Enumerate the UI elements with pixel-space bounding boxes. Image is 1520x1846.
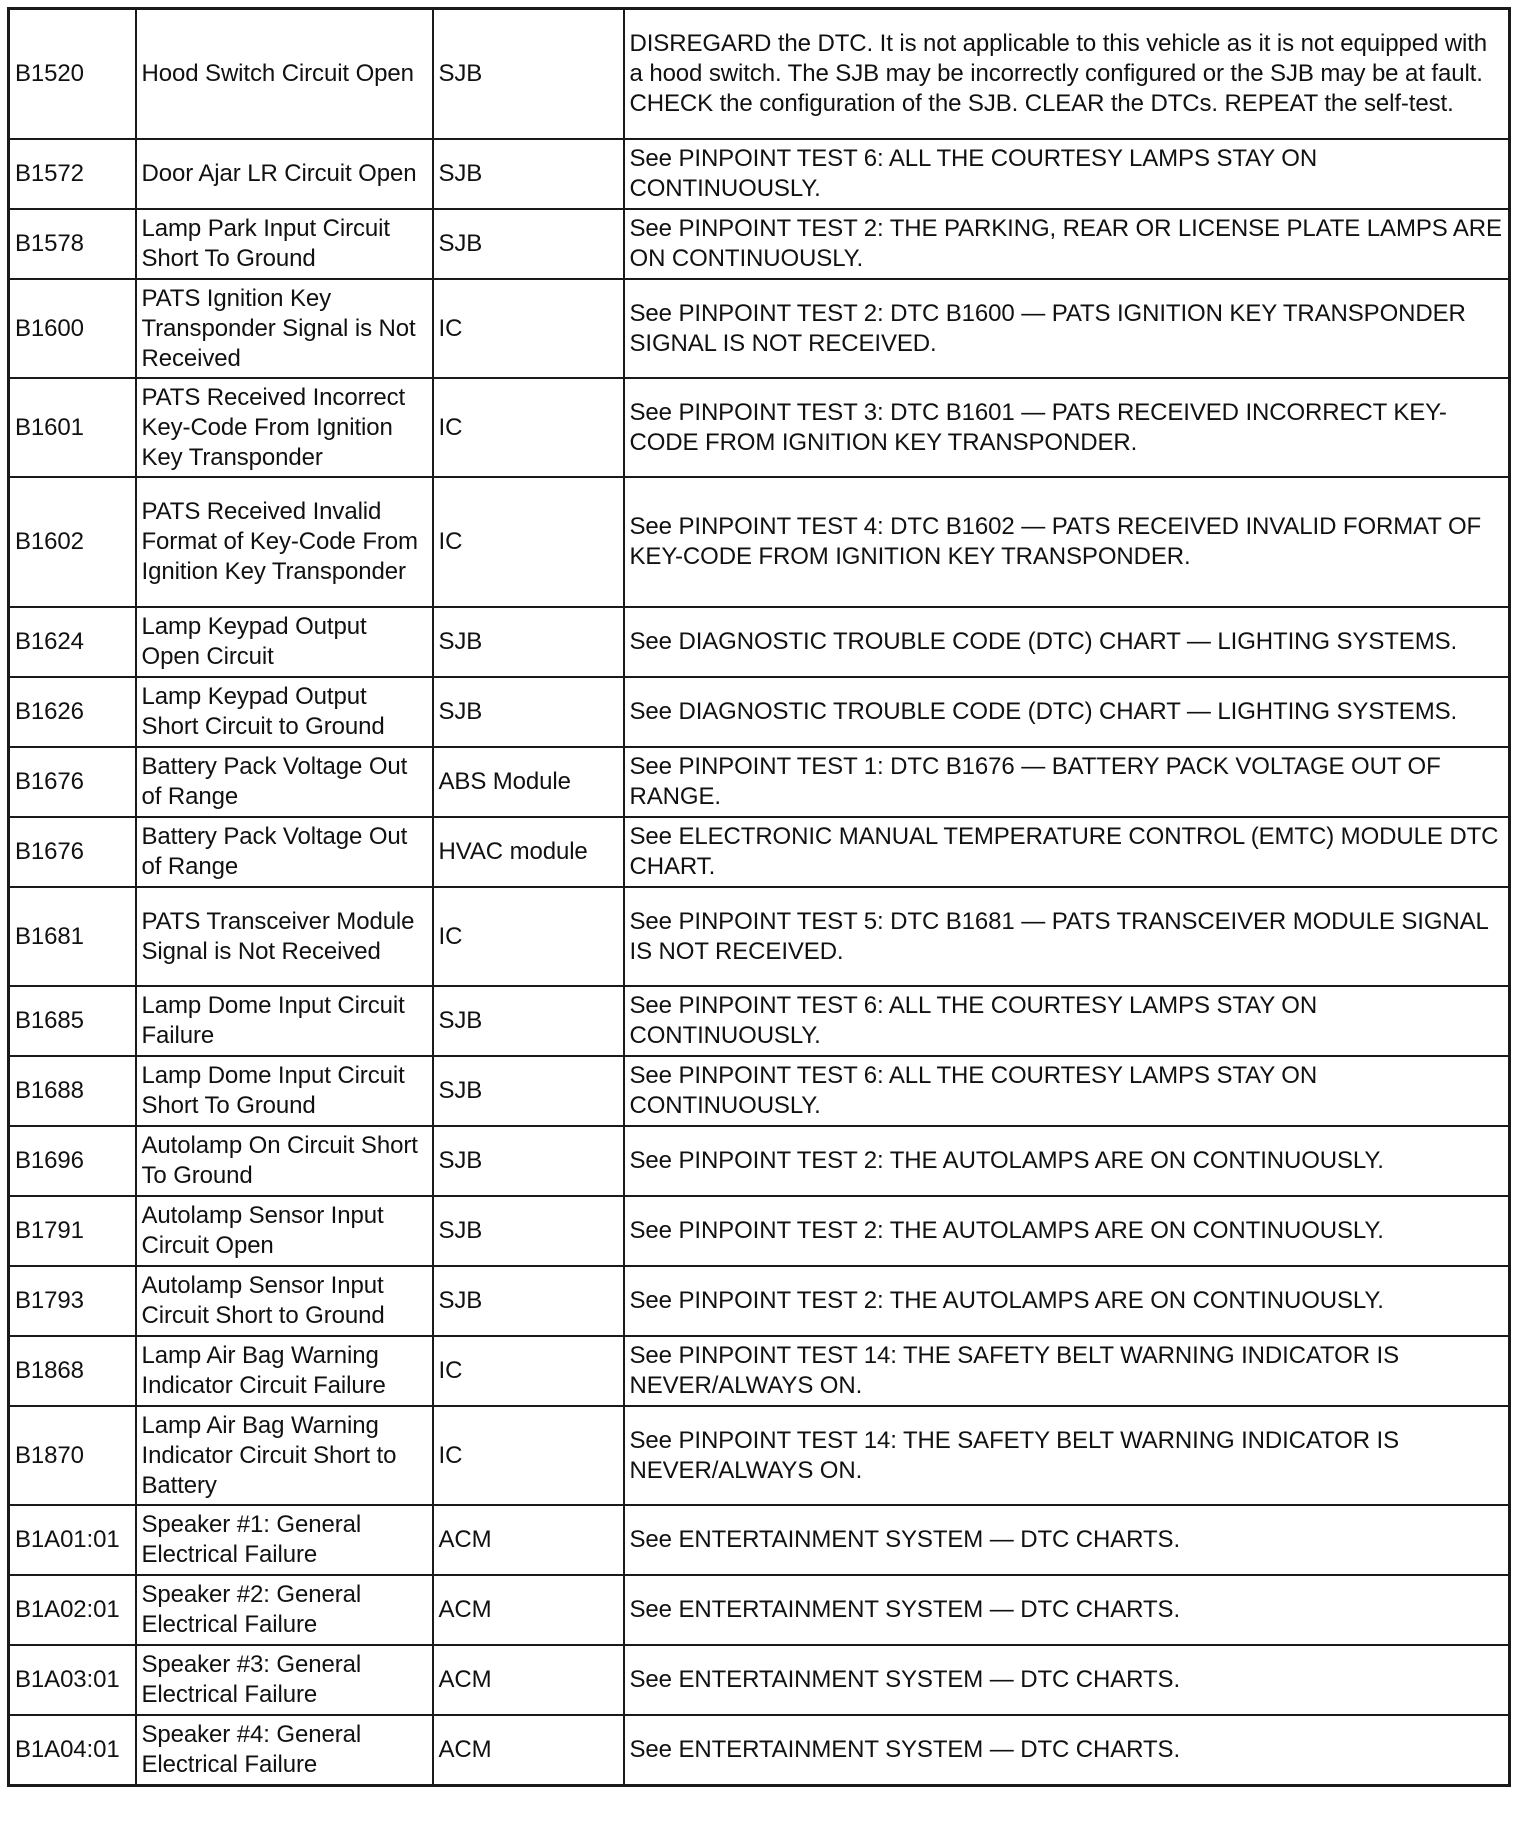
dtc-code-cell: B1600	[9, 279, 136, 378]
action-cell: See PINPOINT TEST 6: ALL THE COURTESY LAMPS STAY ON CONTINUOUSLY.	[624, 1056, 1510, 1126]
dtc-code-cell: B1870	[9, 1406, 136, 1505]
dtc-description-cell: Speaker #1: General Electrical Failure	[136, 1505, 433, 1575]
dtc-code-cell: B1626	[9, 677, 136, 747]
table-row	[9, 1505, 1510, 1575]
action-cell: See PINPOINT TEST 2: DTC B1600 — PATS IGNITION KEY TRANSPONDER SIGNAL IS NOT RECEIVED.	[624, 279, 1510, 378]
dtc-code-cell: B1676	[9, 747, 136, 817]
action-cell: See ELECTRONIC MANUAL TEMPERATURE CONTROL (EMTC) MODULE DTC CHART.	[624, 817, 1510, 887]
dtc-code-cell: B1791	[9, 1196, 136, 1266]
dtc-code-cell: B1A04:01	[9, 1715, 136, 1786]
table-row	[9, 279, 1510, 378]
module-cell: ACM	[433, 1645, 624, 1715]
action-cell: See PINPOINT TEST 6: ALL THE COURTESY LAMPS STAY ON CONTINUOUSLY.	[624, 986, 1510, 1056]
table-row	[9, 1266, 1510, 1336]
dtc-description-cell: Speaker #4: General Electrical Failure	[136, 1715, 433, 1786]
table-row	[9, 1056, 1510, 1126]
dtc-code-cell: B1A02:01	[9, 1575, 136, 1645]
module-cell: ACM	[433, 1575, 624, 1645]
action-cell: See PINPOINT TEST 1: DTC B1676 — BATTERY PACK VOLTAGE OUT OF RANGE.	[624, 747, 1510, 817]
dtc-description-cell: Lamp Keypad Output Short Circuit to Ground	[136, 677, 433, 747]
table-row	[9, 887, 1510, 986]
table-row	[9, 677, 1510, 747]
module-cell: IC	[433, 887, 624, 986]
dtc-code-cell: B1601	[9, 378, 136, 477]
action-cell: See ENTERTAINMENT SYSTEM — DTC CHARTS.	[624, 1575, 1510, 1645]
action-cell: See PINPOINT TEST 14: THE SAFETY BELT WARNING INDICATOR IS NEVER/ALWAYS ON.	[624, 1406, 1510, 1505]
action-cell: See DIAGNOSTIC TROUBLE CODE (DTC) CHART — LIGHTING SYSTEMS.	[624, 607, 1510, 677]
dtc-description-cell: Door Ajar LR Circuit Open	[136, 139, 433, 209]
dtc-code-cell: B1624	[9, 607, 136, 677]
module-cell: HVAC module	[433, 817, 624, 887]
module-cell: ACM	[433, 1715, 624, 1786]
action-cell: See ENTERTAINMENT SYSTEM — DTC CHARTS.	[624, 1715, 1510, 1786]
action-cell: See PINPOINT TEST 5: DTC B1681 — PATS TRANSCEIVER MODULE SIGNAL IS NOT RECEIVED.	[624, 887, 1510, 986]
dtc-description-cell: PATS Ignition Key Transponder Signal is Not Received	[136, 279, 433, 378]
dtc-description-cell: Lamp Air Bag Warning Indicator Circuit Short to Battery	[136, 1406, 433, 1505]
module-cell: SJB	[433, 1056, 624, 1126]
dtc-description-cell: PATS Received Incorrect Key-Code From Ignition Key Transponder	[136, 378, 433, 477]
dtc-code-cell: B1793	[9, 1266, 136, 1336]
dtc-code-cell: B1520	[9, 9, 136, 140]
dtc-code-cell: B1572	[9, 139, 136, 209]
dtc-code-cell: B1685	[9, 986, 136, 1056]
dtc-code-cell: B1681	[9, 887, 136, 986]
module-cell: SJB	[433, 607, 624, 677]
module-cell: SJB	[433, 1126, 624, 1196]
table-row	[9, 1196, 1510, 1266]
dtc-description-cell: Battery Pack Voltage Out of Range	[136, 817, 433, 887]
action-cell: See PINPOINT TEST 6: ALL THE COURTESY LAMPS STAY ON CONTINUOUSLY.	[624, 139, 1510, 209]
table-row	[9, 607, 1510, 677]
dtc-table-body	[9, 9, 1510, 1786]
dtc-code-cell: B1676	[9, 817, 136, 887]
module-cell: ACM	[433, 1505, 624, 1575]
table-row	[9, 1126, 1510, 1196]
table-row	[9, 1336, 1510, 1406]
module-cell: IC	[433, 1336, 624, 1406]
module-cell: SJB	[433, 209, 624, 279]
dtc-code-cell: B1578	[9, 209, 136, 279]
action-cell: See PINPOINT TEST 2: THE PARKING, REAR OR LICENSE PLATE LAMPS ARE ON CONTINUOUSLY.	[624, 209, 1510, 279]
module-cell: IC	[433, 378, 624, 477]
module-cell: SJB	[433, 1196, 624, 1266]
module-cell: SJB	[433, 677, 624, 747]
action-cell: See PINPOINT TEST 14: THE SAFETY BELT WARNING INDICATOR IS NEVER/ALWAYS ON.	[624, 1336, 1510, 1406]
action-cell: DISREGARD the DTC. It is not applicable to this vehicle as it is not equipped with a hood switch. The SJB may be incorrectly configured or the SJB may be at fault. CHECK the configuration of the SJB. CLEAR the DTCs. REPEAT the self-test.	[624, 9, 1510, 140]
table-row	[9, 986, 1510, 1056]
action-cell: See PINPOINT TEST 4: DTC B1602 — PATS RECEIVED INVALID FORMAT OF KEY-CODE FROM IGNITION KEY TRANSPONDER.	[624, 477, 1510, 607]
dtc-description-cell: Autolamp On Circuit Short To Ground	[136, 1126, 433, 1196]
action-cell: See ENTERTAINMENT SYSTEM — DTC CHARTS.	[624, 1505, 1510, 1575]
action-cell: See PINPOINT TEST 3: DTC B1601 — PATS RECEIVED INCORRECT KEY-CODE FROM IGNITION KEY TRANSPONDER.	[624, 378, 1510, 477]
dtc-table	[7, 7, 1511, 1787]
table-row	[9, 477, 1510, 607]
table-row	[9, 139, 1510, 209]
action-cell: See PINPOINT TEST 2: THE AUTOLAMPS ARE ON CONTINUOUSLY.	[624, 1126, 1510, 1196]
dtc-description-cell: Lamp Keypad Output Open Circuit	[136, 607, 433, 677]
table-row	[9, 817, 1510, 887]
dtc-code-cell: B1A03:01	[9, 1645, 136, 1715]
module-cell: SJB	[433, 139, 624, 209]
dtc-code-cell: B1688	[9, 1056, 136, 1126]
dtc-description-cell: Speaker #2: General Electrical Failure	[136, 1575, 433, 1645]
table-row	[9, 9, 1510, 140]
table-row	[9, 747, 1510, 817]
dtc-description-cell: Lamp Park Input Circuit Short To Ground	[136, 209, 433, 279]
module-cell: ABS Module	[433, 747, 624, 817]
module-cell: IC	[433, 1406, 624, 1505]
dtc-code-cell: B1A01:01	[9, 1505, 136, 1575]
table-row	[9, 1575, 1510, 1645]
dtc-description-cell: Hood Switch Circuit Open	[136, 9, 433, 140]
dtc-description-cell: Autolamp Sensor Input Circuit Short to Ground	[136, 1266, 433, 1336]
action-cell: See PINPOINT TEST 2: THE AUTOLAMPS ARE ON CONTINUOUSLY.	[624, 1266, 1510, 1336]
dtc-description-cell: Autolamp Sensor Input Circuit Open	[136, 1196, 433, 1266]
dtc-code-cell: B1868	[9, 1336, 136, 1406]
dtc-code-cell: B1696	[9, 1126, 136, 1196]
table-row	[9, 209, 1510, 279]
module-cell: SJB	[433, 986, 624, 1056]
table-row	[9, 378, 1510, 477]
dtc-description-cell: Battery Pack Voltage Out of Range	[136, 747, 433, 817]
module-cell: IC	[433, 477, 624, 607]
dtc-description-cell: PATS Received Invalid Format of Key-Code From Ignition Key Transponder	[136, 477, 433, 607]
module-cell: SJB	[433, 9, 624, 140]
table-row	[9, 1645, 1510, 1715]
dtc-description-cell: Lamp Air Bag Warning Indicator Circuit Failure	[136, 1336, 433, 1406]
dtc-description-cell: PATS Transceiver Module Signal is Not Received	[136, 887, 433, 986]
dtc-description-cell: Speaker #3: General Electrical Failure	[136, 1645, 433, 1715]
table-row	[9, 1406, 1510, 1505]
action-cell: See PINPOINT TEST 2: THE AUTOLAMPS ARE ON CONTINUOUSLY.	[624, 1196, 1510, 1266]
dtc-description-cell: Lamp Dome Input Circuit Short To Ground	[136, 1056, 433, 1126]
module-cell: SJB	[433, 1266, 624, 1336]
dtc-description-cell: Lamp Dome Input Circuit Failure	[136, 986, 433, 1056]
action-cell: See DIAGNOSTIC TROUBLE CODE (DTC) CHART — LIGHTING SYSTEMS.	[624, 677, 1510, 747]
module-cell: IC	[433, 279, 624, 378]
table-row	[9, 1715, 1510, 1786]
dtc-code-cell: B1602	[9, 477, 136, 607]
action-cell: See ENTERTAINMENT SYSTEM — DTC CHARTS.	[624, 1645, 1510, 1715]
